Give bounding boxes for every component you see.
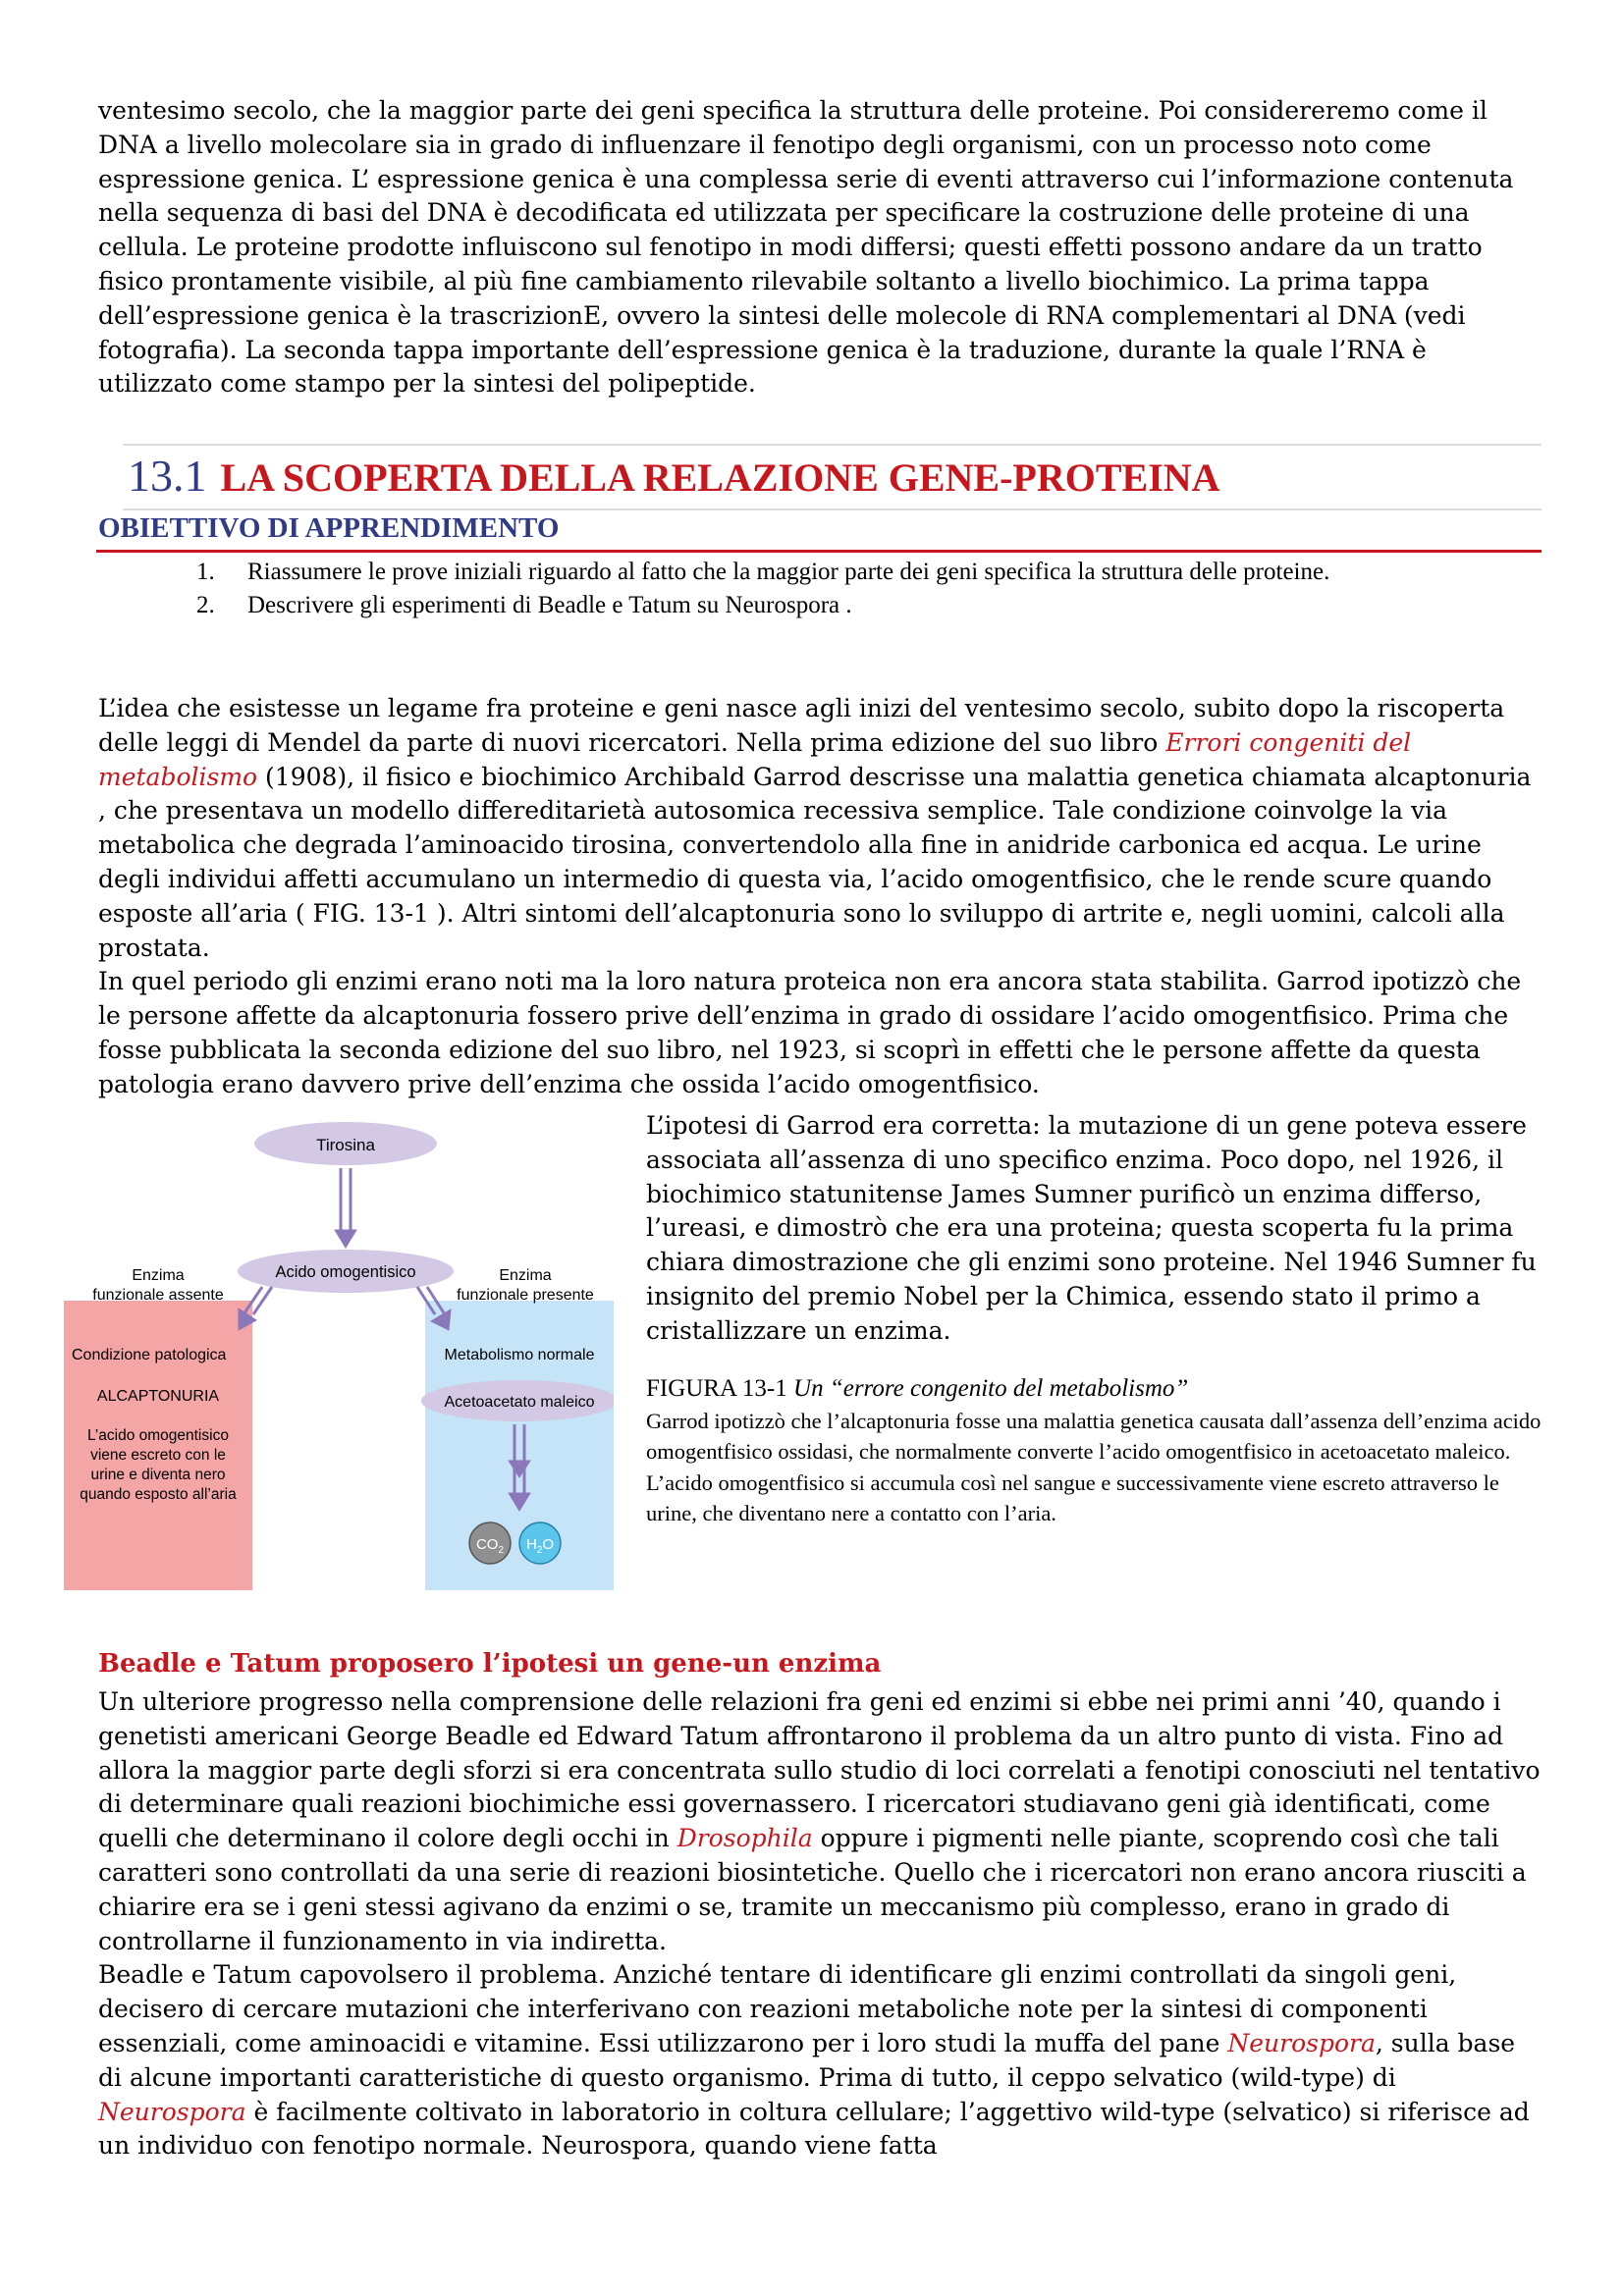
enzyme-paragraph: In quel periodo gli enzimi erano noti ma la loro natura proteica non era ancora stata stabilita. Garrod ipotizzò che le persone affette da alcaptonuria fossero prive dell’enzima in grado di ossidare l’acido omogentfisico. Prima che fosse pubblicata la seconda edizione del suo libro, nel 1923, si scoprì in effetti che le persone affette da questa patologia erano davvero prive dell’enzima che ossida l’acido omogentfisico. — [98, 967, 1522, 1098]
objective-list — [196, 556, 1542, 622]
pathologic-label: Condizione patologica — [72, 1347, 227, 1363]
enzyme-absent-label-2: funzionale assente — [92, 1287, 224, 1304]
sumner-paragraph: L’ipotesi di Garrod era corretta: la mutazione di un gene poteva essere associata all’assenza di uno specifico enzima. Poco dopo, nel 1926, il biochimico statunitense James Sumner purificò un enzima differso, l’ureasi, e dimostrò che era una proteina; questa scoperta fu la prima chiara dimostrazione che gli enzimi sono proteine. Nel 1946 Sumner fu insignito del premio Nobel per la Chimica, essendo stato il primo a cristallizzare un enzima. — [646, 1111, 1537, 1345]
alcaptonuria-label: ALCAPTONURIA — [96, 1388, 220, 1405]
figure-caption-text: Garrod ipotizzò che l’alcaptonuria fosse una malattia genetica causata dall’assenza dell’enzima acido omogentfisico ossidasi, che normalmente converte l’acido omogentfisico in acetoacetato maleico. L’acido omogentfisico si accumula così nel sangue e successivamente viene escreto attraverso le urine, che diventano nere a contatto con l’aria. — [646, 1408, 1542, 1526]
red-desc-line: viene escreto con le — [90, 1447, 226, 1464]
objective-item: 2. Descrivere gli esperimenti di Beadle e Tatum su Neurospora . — [196, 592, 852, 618]
neurospora-term: Neurospora — [98, 2097, 246, 2126]
alcaptonuria-pathway-figure — [64, 1122, 614, 1591]
drosophila-term: Drosophila — [676, 1824, 813, 1853]
book-title: Errori congeniti del metabolismo — [98, 727, 1412, 791]
garrod-paragraph: L’idea che esistesse un legame fra proteine e geni nasce agli inizi del ventesimo secolo, subito dopo la riscoperta delle leggi di Mendel da parte di nuovi ricercatori. Nella prima edizione del suo libro Errori congeniti del metabolismo (1908), il fisico e biochimico Archibald Garrod descrisse una malattia genetica chiamata alcaptonuria , che presentava un modello differeditarietà autosomica recessiva semplice. Tale condizione coinvolge la via metabolica che degrada l’aminoacido tirosina, convertendolo alla fine in anidride carbonica ed acqua. Le urine degli individui affetti accumulano un intermedio di questa via, l’acido omogentfisico, che le rende scure quando esposte all’aria ( FIG. 13-1 ). Altri sintomi dell’alcaptonuria sono lo sviluppo di artrite e, negli uomini, calcoli alla prostata. — [98, 694, 1532, 962]
tyrosine-label: Tirosina — [316, 1136, 375, 1154]
acetoacetate-label: Acetoacetato maleico — [444, 1394, 595, 1411]
red-desc-line: L’acido omogentisico — [87, 1427, 229, 1444]
arrow-down-icon — [335, 1168, 356, 1248]
intro-paragraph: ventesimo secolo, che la maggior parte dei geni specifica la struttura delle proteine. Poi considereremo come il DNA a livello molecolare sia in grado di influenzare il fenotipo degli organismi, con un processo noto come espressione genica. L’ espressione genica è una complessa serie di eventi attraverso cui l’informazione contenuta nella sequenza di basi del DNA è decodificata ed utilizzata per specificare la costruzione delle proteine di una cellula. Le proteine prodotte influiscono sul fenotipo in modi differsi; questi effetti possono andare da un tratto fisico prontamente visibile, al più fine cambiamento rilevabile soltanto a livello biochimico. La prima tappa dell’espressione genica è la trascrizionE, ovvero la sintesi delle molecole di RNA complementari al DNA (vedi fotografia). La seconda tappa importante dell’espressione genica è la traduzione, durante la quale l’RNA è utilizzato come stampo per la sintesi del polipeptide. — [98, 96, 1514, 399]
red-desc-line: quando esposto all’aria — [80, 1486, 237, 1503]
figure-side-text — [646, 1109, 1544, 1529]
section-top-rule — [123, 444, 1542, 446]
section-title: LA SCOPERTA DELLA RELAZIONE GENE-PROTEINA — [220, 455, 1220, 500]
beadle-block — [98, 1685, 1542, 2163]
subsection-heading: Beadle e Tatum proposero l’ipotesi un gene-un enzima — [98, 1649, 882, 1679]
garrod-block — [98, 692, 1542, 1102]
normal-metabolism-label: Metabolismo normale — [444, 1347, 595, 1363]
intro-block — [98, 94, 1542, 401]
enzyme-present-label: Enzima — [499, 1267, 552, 1284]
section-mid-rule — [123, 508, 1542, 510]
red-desc-line: urine e diventa nero — [90, 1467, 226, 1483]
h2o-label: $H_2O$ — [525, 1536, 555, 1556]
neurospora-term: Neurospora — [1227, 2028, 1376, 2057]
objective-heading: OBIETTIVO DI APPRENDIMENTO — [98, 512, 560, 544]
objective-item: 1. Riassumere le prove iniziali riguardo al fatto che la maggior parte dei geni specifica la struttura delle proteine. — [196, 559, 1330, 585]
figure-caption-title: FIGURA 13-1 Un “errore congenito del metabolismo” — [646, 1374, 1189, 1402]
co2-label: $CO_2$ — [475, 1536, 505, 1556]
objective-rule — [96, 550, 1542, 553]
enzyme-absent-label: Enzima — [132, 1267, 185, 1284]
beadle-paragraph-2: Beadle e Tatum capovolsero il problema. Anziché tentare di identificare gli enzimi controllati da singoli geni, decisero di cercare mutazioni che interferivano con reazioni metaboliche note per la sintesi di componenti essenziali, come aminoacidi e vitamine. Essi utilizzarono per i loro studi la muffa del pane Neurospora, sulla base di alcune importanti caratteristiche di questo organismo. Prima di tutto, il ceppo selvatico (wild-type) di Neurospora è facilmente coltivato in laboratorio in coltura cellulare; l’aggettivo wild-type (selvatico) si riferisce ad un individuo con fenotipo normale. Neurospora, quando viene fatta — [98, 1960, 1530, 2161]
section-number: 13.1 — [128, 451, 207, 501]
pathologic-box — [64, 1301, 252, 1590]
homogentisic-label: Acido omogentisico — [275, 1263, 416, 1281]
enzyme-present-label-2: funzionale presente — [457, 1287, 594, 1304]
section-heading — [128, 450, 1220, 502]
beadle-paragraph-1: Un ulteriore progresso nella comprensione delle relazioni fra geni ed enzimi si ebbe nei primi anni ’40, quando i genetisti americani George Beadle ed Edward Tatum affrontarono il problema da un altro punto di vista. Fino ad allora la maggior parte degli sforzi si era concentrata sullo studio di loci correlati a fenotipi conosciuti nel tentativo di determinare quali reazioni biochimiche essi governassero. I ricercatori studiavano geni già identificati, come quelli che determinano il colore degli occhi in Drosophila oppure i pigmenti nelle piante, scoprendo così che tali caratteri sono controllati da una serie di reazioni biosintetiche. Quello che i ricercatori non erano ancora riusciti a chiarire era se i geni stessi agivano da enzimi o se, tramite un meccanismo più complesso, erano in grado di controllarne il funzionamento in via indiretta. — [98, 1687, 1541, 1955]
